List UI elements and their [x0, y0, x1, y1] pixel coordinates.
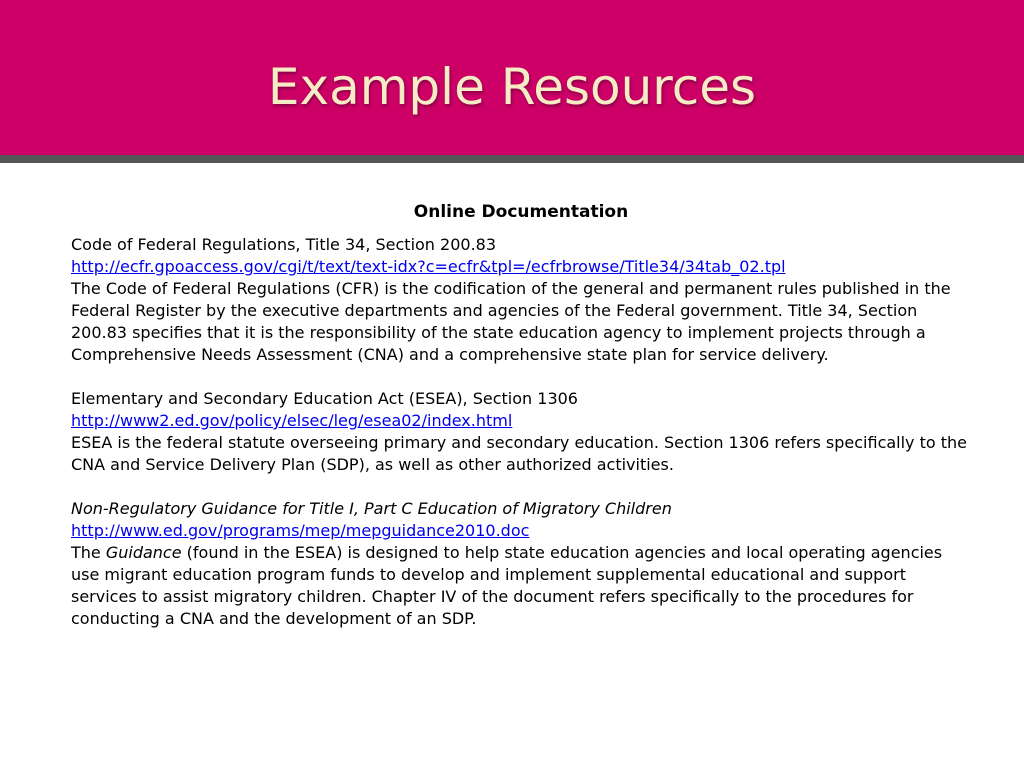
slide-body — [71, 200, 971, 630]
description-prefix: The — [71, 543, 106, 562]
resource-heading: Code of Federal Regulations, Title 34, Section 200.83 — [71, 235, 497, 254]
resource-link[interactable]: http://ecfr.gpoaccess.gov/cgi/t/text/text-idx?c=ecfr&tpl=/ecfrbrowse/Title34/34tab_02.tpl — [71, 257, 786, 276]
resource-guidance — [71, 498, 971, 630]
resource-esea — [71, 388, 971, 476]
resource-cfr — [71, 234, 971, 366]
resource-description: ESEA is the federal statute overseeing primary and secondary education. Section 1306 refers specifically to the CNA and Service Delivery Plan (SDP), as well as other authorized activities. — [71, 433, 968, 474]
header-divider — [0, 155, 1024, 163]
description-suffix: (found in the ESEA) is designed to help state education agencies and local operating agencies use migrant education program funds to develop and implement supplemental educational and support services to assist migratory children. Chapter IV of the document refers specifically to the procedures for conducting a CNA and the development of an SDP. — [71, 543, 943, 628]
resource-heading: Elementary and Secondary Education Act (ESEA), Section 1306 — [71, 389, 578, 408]
resource-link[interactable]: http://www2.ed.gov/policy/elsec/leg/esea02/index.html — [71, 411, 513, 430]
resource-description — [71, 542, 971, 630]
description-emphasis: Guidance — [105, 543, 182, 562]
resource-description: The Code of Federal Regulations (CFR) is the codification of the general and permanent rules published in the Federal Register by the executive departments and agencies of the Federal government. Title 34, Section 200.83 specifies that it is the responsibility of the state education agency to implement projects through a Comprehensive Needs Assessment (CNA) and a comprehensive state plan for service delivery. — [71, 279, 951, 364]
section-subheading: Online Documentation — [413, 202, 629, 222]
resource-link[interactable]: http://www.ed.gov/programs/mep/mepguidance2010.doc — [71, 521, 530, 540]
slide-title: Example Resources — [267, 58, 757, 116]
resource-heading: Non-Regulatory Guidance for Title I, Part C Education of Migratory Children — [71, 499, 672, 518]
